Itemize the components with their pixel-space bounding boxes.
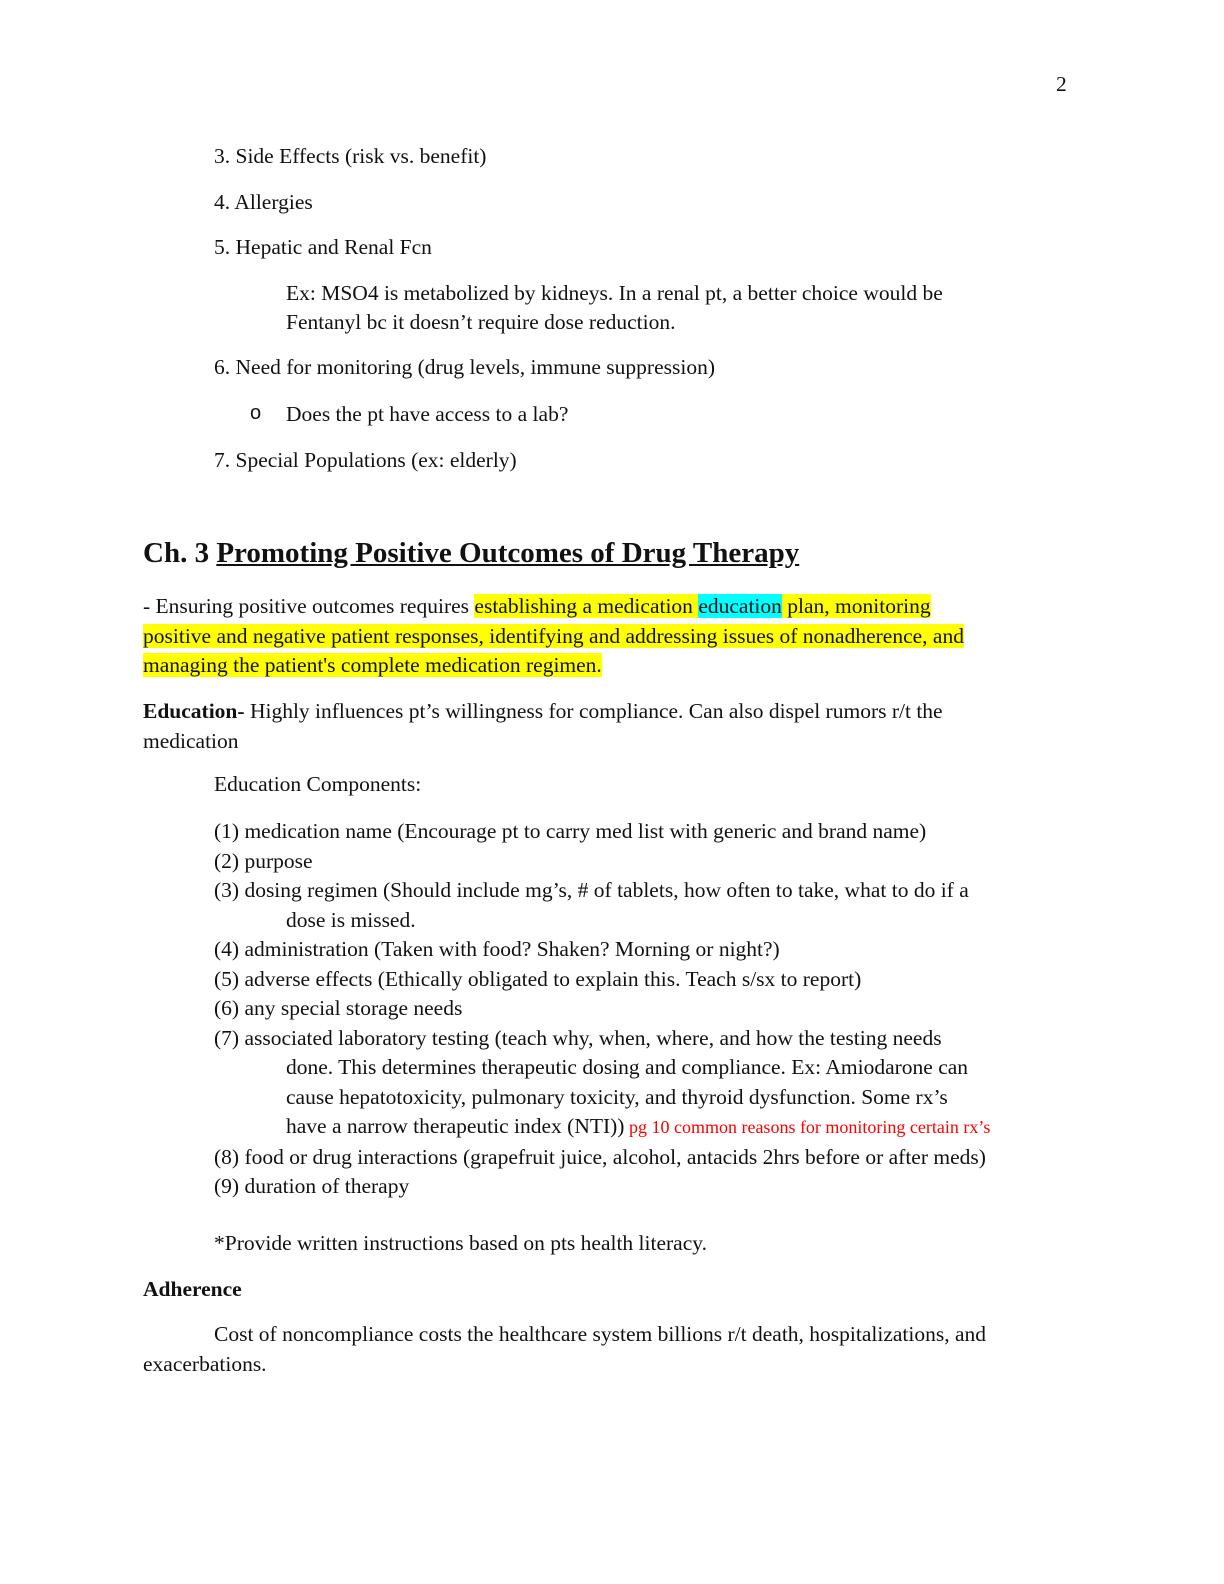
list-item-side-effects: 3. Side Effects (risk vs. benefit) bbox=[214, 144, 487, 168]
written-instructions-note: *Provide written instructions based on pts health literacy. bbox=[214, 1231, 707, 1255]
chapter-prefix: Ch. 3 bbox=[143, 537, 217, 569]
list-item-hepatic-renal: 5. Hepatic and Renal Fcn bbox=[214, 235, 432, 259]
education-paragraph bbox=[143, 697, 943, 756]
education-text-2: medication bbox=[143, 728, 239, 753]
example-mso4 bbox=[286, 279, 943, 337]
list-item-allergies: 4. Allergies bbox=[214, 190, 313, 214]
component-1: (1) medication name (Encourage pt to carry med list with generic and brand name) bbox=[214, 819, 927, 843]
bullet-marker: o bbox=[250, 402, 262, 424]
education-text-1: Highly influences pt’s willingness for compliance. Can also dispel rumors r/t the bbox=[244, 699, 943, 723]
education-components-title: Education Components: bbox=[214, 772, 422, 796]
example-line-1: Ex: MSO4 is metabolized by kidneys. In a renal pt, a better choice would be bbox=[286, 281, 943, 305]
component-7 bbox=[214, 1024, 990, 1143]
component-9: (9) duration of therapy bbox=[214, 1174, 410, 1198]
education-label: Education- bbox=[143, 699, 245, 723]
component-2: (2) purpose bbox=[214, 848, 313, 873]
intro-highlight-education: education bbox=[698, 594, 782, 618]
sub-bullet-lab-access: Does the pt have access to a lab? bbox=[286, 402, 569, 426]
component-4: (4) administration (Taken with food? Shaken? Morning or night?) bbox=[214, 937, 780, 961]
component-5: (5) adverse effects (Ethically obligated to explain this. Teach s/sx to report) bbox=[214, 966, 862, 991]
component-7-line-2: done. This determines therapeutic dosing and compliance. Ex: Amiodarone can bbox=[286, 1055, 969, 1079]
component-8: (8) food or drug interactions (grapefruit juice, alcohol, antacids 2hrs before or after meds) bbox=[214, 1144, 986, 1169]
intro-highlight-2: plan, monitoring bbox=[781, 594, 931, 618]
list-item-monitoring: 6. Need for monitoring (drug levels, immune suppression) bbox=[214, 355, 715, 379]
adherence-text-1: Cost of noncompliance costs the healthcare system billions r/t death, hospitalizations, and bbox=[214, 1322, 987, 1346]
adherence-paragraph bbox=[143, 1320, 986, 1379]
component-3-line-1: (3) dosing regimen (Should include mg’s, # of tablets, how often to take, what to do if a bbox=[214, 878, 969, 902]
intro-paragraph bbox=[143, 592, 964, 681]
example-line-2: Fentanyl bc it doesn’t require dose reduction. bbox=[286, 310, 676, 334]
intro-highlight-4: managing the patient's complete medication regimen. bbox=[143, 653, 602, 677]
intro-plain: - Ensuring positive outcomes requires bbox=[143, 594, 475, 618]
component-6: (6) any special storage needs bbox=[214, 996, 463, 1020]
education-components-list bbox=[214, 817, 990, 1202]
chapter-heading bbox=[143, 537, 799, 570]
component-7-line-4: have a narrow therapeutic index (NTI)) bbox=[286, 1114, 625, 1138]
component-3-line-2: dose is missed. bbox=[286, 907, 416, 932]
intro-highlight-1: establishing a medication bbox=[474, 594, 699, 618]
adherence-text-2: exacerbations. bbox=[143, 1351, 267, 1376]
component-7-line-3: cause hepatotoxicity, pulmonary toxicity, and thyroid dysfunction. Some rx’s bbox=[286, 1084, 948, 1109]
chapter-title: Promoting Positive Outcomes of Drug Therapy bbox=[216, 537, 800, 569]
component-3 bbox=[214, 876, 990, 935]
intro-highlight-3: positive and negative patient responses, identifying and addressing issues of nonadherence, and bbox=[143, 623, 964, 648]
component-7-note: pg 10 common reasons for monitoring certain rx’s bbox=[624, 1117, 991, 1137]
page-number: 2 bbox=[1056, 72, 1067, 96]
list-item-special-populations: 7. Special Populations (ex: elderly) bbox=[214, 448, 517, 472]
adherence-heading: Adherence bbox=[143, 1277, 242, 1301]
component-7-line-1: (7) associated laboratory testing (teach why, when, where, and how the testing needs bbox=[214, 1025, 942, 1050]
